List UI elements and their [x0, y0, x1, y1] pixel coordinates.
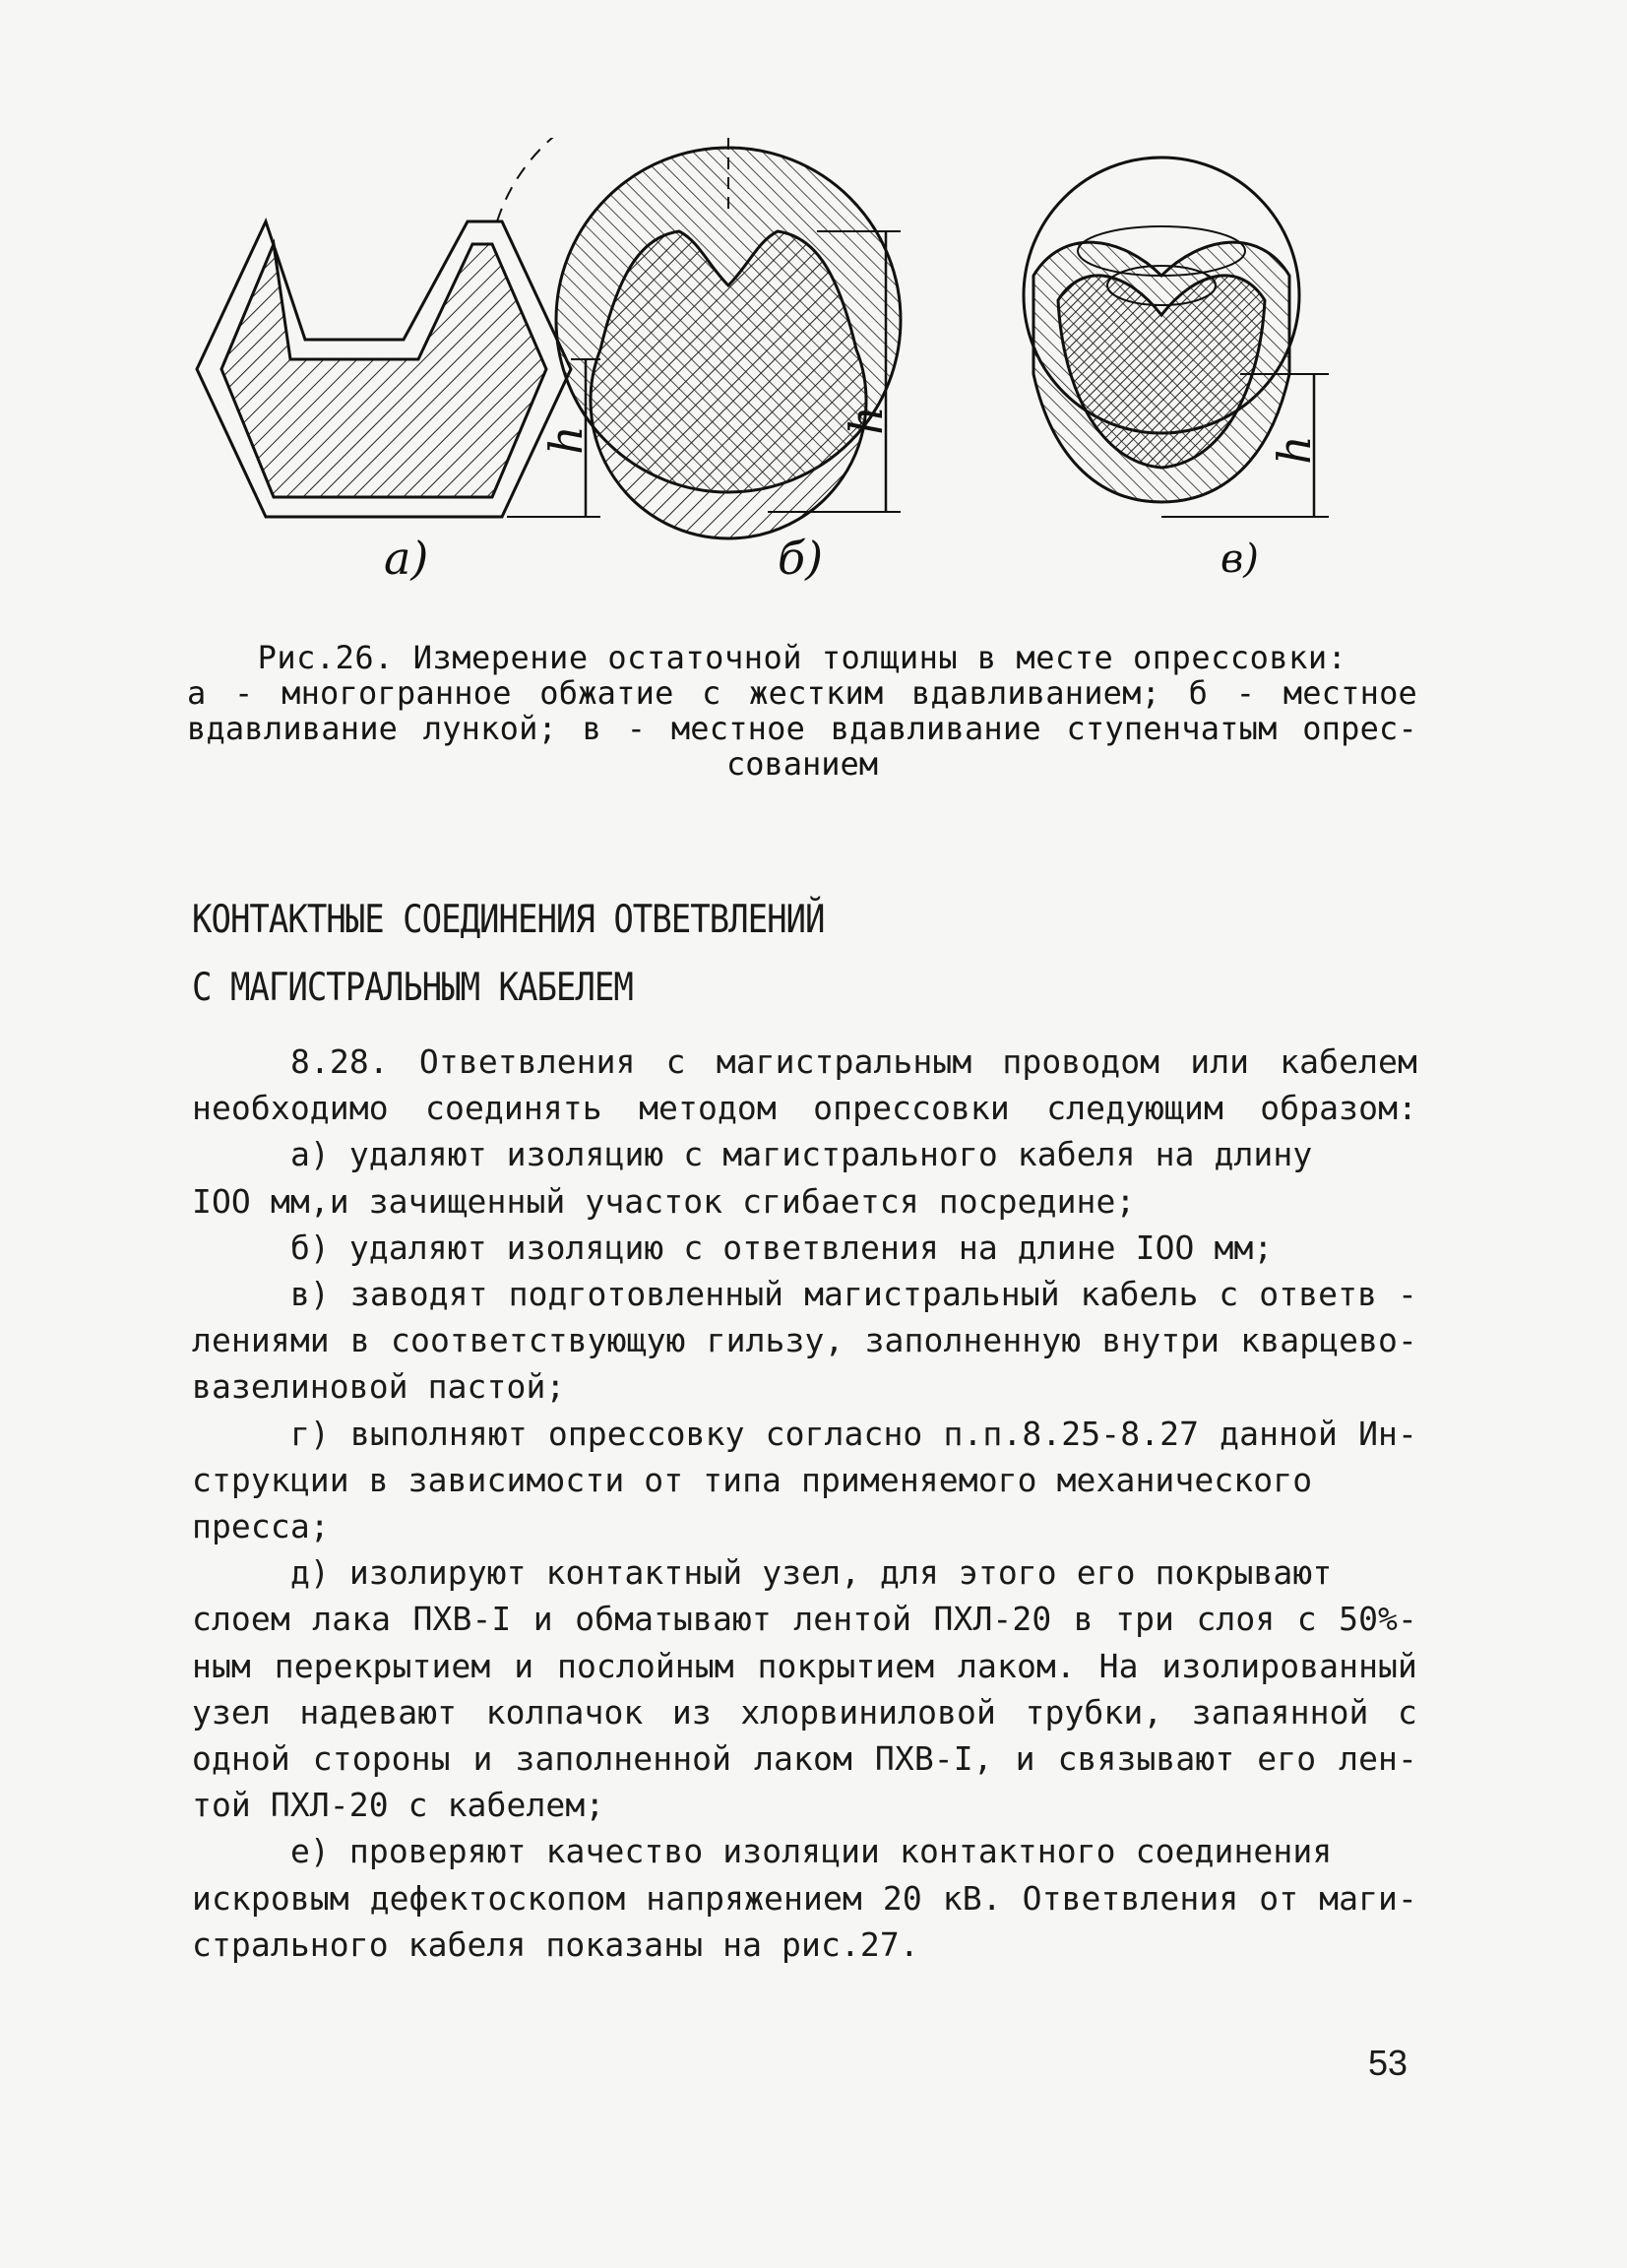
figure-label-b: б) [778, 532, 824, 585]
body-line: искровым дефектоскопом напряжением 20 кВ. Ответвления от маги- [192, 1878, 1417, 1918]
figure-label-c: в) [1220, 536, 1259, 582]
section-heading-line-2: С МАГИСТРАЛЬНЫМ КАБЕЛЕМ [192, 965, 633, 1011]
body-line: г) выполняют опрессовку согласно п.п.8.25-8.27 данной Ин- [290, 1414, 1417, 1453]
body-line: ным перекрытием и послойным покрытием лаком. На изолированный [192, 1646, 1417, 1685]
figure-caption [187, 640, 1417, 782]
figure-26 [177, 138, 1457, 620]
body-paragraphs [192, 1039, 1417, 1968]
section-heading-line-1: КОНТАКТНЫЕ СОЕДИНЕНИЯ ОТВЕТВЛЕНИЙ [192, 897, 825, 943]
caption-line-3: сованием [725, 745, 879, 783]
caption-line-2: вдавливание лункой; в - местное вдавливание ступенчатым опрес- [187, 710, 1417, 747]
dimension-h-b: h [839, 406, 893, 435]
section-heading [192, 886, 1373, 1022]
dimension-h-c: h [1267, 435, 1321, 465]
body-line: струкции в зависимости от типа применяемого механического [192, 1460, 1313, 1499]
body-line: необходимо соединять методом опрессовки следующим образом: [192, 1089, 1417, 1128]
figure-a-hexagon [197, 221, 600, 517]
body-line: вазелиновой пастой; [192, 1367, 566, 1407]
body-line: IOO мм,и зачищенный участок сгибается посредине; [192, 1181, 1136, 1221]
body-line: пресса; [192, 1507, 330, 1546]
body-line: б) удаляют изоляцию с ответвления на длине IOO мм; [290, 1228, 1274, 1267]
body-line: слоем лака ПХВ-I и обматывают лентой ПХЛ-20 в три слоя с 50%- [192, 1600, 1417, 1639]
page-number: 53 [1368, 2043, 1408, 2083]
body-line: а) удаляют изоляцию с магистрального кабеля на длину [290, 1135, 1313, 1174]
body-line: 8.28. Ответвления с магистральным проводом или кабелем [290, 1042, 1417, 1081]
body-line: лениями в соответствующую гильзу, заполненную внутри кварцево- [192, 1321, 1417, 1360]
caption-line-1: а - многогранное обжатие с жестким вдавливанием; б - местное [187, 674, 1417, 712]
body-line: е) проверяют качество изоляции контактного соединения [290, 1832, 1333, 1871]
body-line: д) изолируют контактный узел, для этого его покрывают [290, 1553, 1333, 1593]
body-line: в) заводят подготовленный магистральный кабель с ответв - [290, 1275, 1417, 1314]
figure-b-circle [497, 138, 901, 538]
figure-label-a: а) [384, 532, 429, 585]
body-line: стрального кабеля показаны на рис.27. [192, 1924, 919, 1964]
dimension-h-a: h [538, 425, 593, 455]
body-line: узел надевают колпачок из хлорвиниловой трубки, запаянной с [192, 1692, 1417, 1732]
body-line: одной стороны и заполненной лаком ПХВ-I, и связывают его лен- [192, 1739, 1417, 1779]
caption-title: Рис.26. Измерение остаточной толщины в месте опрессовки: [257, 639, 1347, 676]
body-line: той ПХЛ-20 с кабелем; [192, 1786, 605, 1825]
